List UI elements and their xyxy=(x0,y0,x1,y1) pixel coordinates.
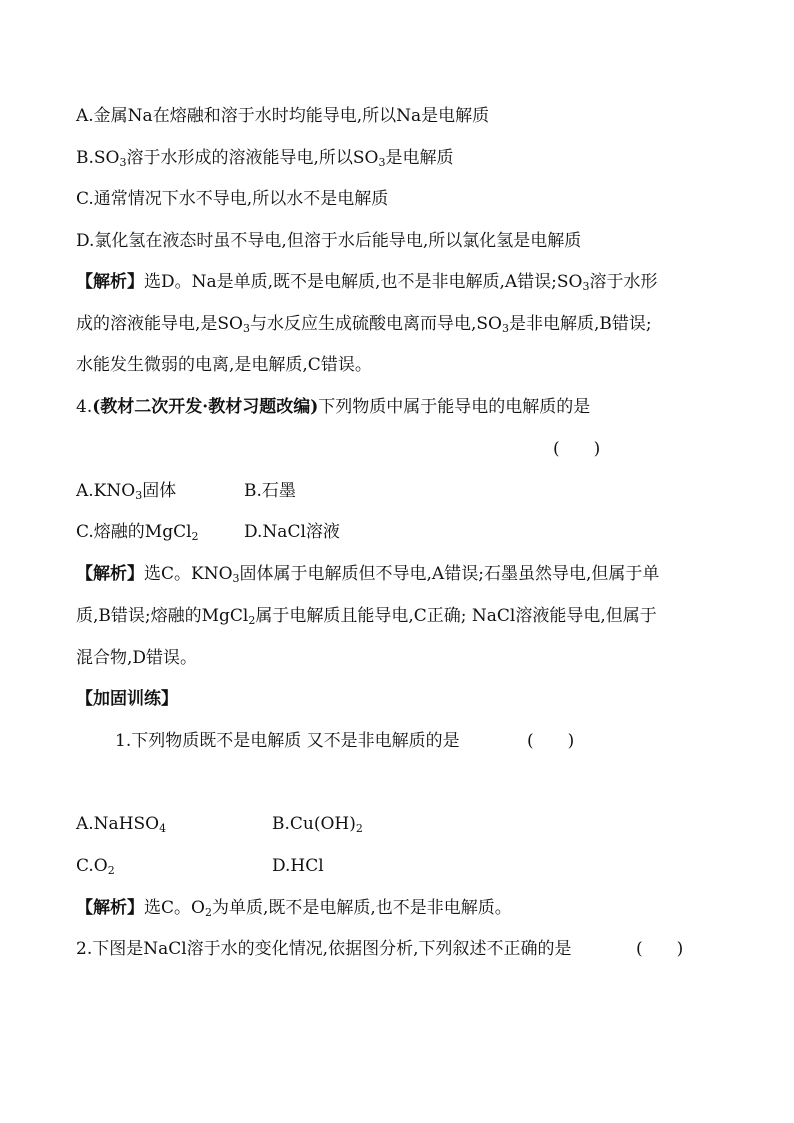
q4-analysis-line-2: 质,B错误;熔融的MgCl$_2$属于电解质且能导电,C正确; NaCl溶液能导电,但属于 xyxy=(76,606,657,627)
practice-q1-option-a: A.NaHSO$_4$ xyxy=(76,814,167,835)
q4-option-c: C.熔融的MgCl$_2$ xyxy=(76,522,199,543)
q3-option-d: D.氯化氢在液态时虽不导电,但溶于水后能导电,所以氯化氢是电解质 xyxy=(76,231,582,251)
q3-option-c: C.通常情况下水不导电,所以水不是电解质 xyxy=(76,189,389,209)
practice-q1-paren: ( ) xyxy=(527,731,575,751)
analysis-label: 【解析】 xyxy=(76,564,144,584)
q4-option-a: $A.KNO_3$固体 xyxy=(76,481,177,502)
q4-stem: 4.(教材二次开发·教材习题改编)下列物质中属于能导电的电解质的是 xyxy=(76,397,591,417)
practice-heading: 【加固训练】 xyxy=(76,689,178,709)
practice-q2-paren: ( ) xyxy=(636,939,684,959)
practice-q1-option-d: D.HCl xyxy=(272,856,324,876)
analysis-label: 【解析】 xyxy=(76,272,144,292)
practice-q1-stem: 1.下列物质既不是电解质 又不是非电解质的是 xyxy=(115,731,460,751)
q4-analysis-line-3: 混合物,D错误。 xyxy=(76,648,198,668)
q4-answer-paren: ( ) xyxy=(553,439,601,459)
practice-q2-stem: 2.下图是NaCl溶于水的变化情况,依据图分析,下列叙述不正确的是 xyxy=(76,939,572,959)
q4-option-b: B.石墨 xyxy=(244,481,296,501)
q4-analysis-line-1: 【解析】选C。$KNO_3$固体属于电解质但不导电,A错误;石墨虽然导电,但属于单 xyxy=(76,564,660,585)
practice-q1-option-b: $B.Cu(OH)_2$ xyxy=(272,814,363,835)
q3-option-b: $B.SO_3$溶于水形成的溶液能导电,所以$SO_3$是电解质 xyxy=(76,148,454,169)
q3-analysis-line-1: 【解析】选D。Na是单质,既不是电解质,也不是非电解质,A错误$;SO_3$溶于水形 xyxy=(76,272,658,293)
q3-analysis-line-3: 水能发生微弱的电离,是电解质,C错误。 xyxy=(76,355,372,375)
q3-analysis-line-2: 成的溶液能导电,是$SO_3$与水反应生成硫酸电离而导电$,SO_3$是非电解质,B错误; xyxy=(76,314,652,335)
q4-source: (教材二次开发·教材习题改编) xyxy=(92,397,319,417)
q4-option-d: D.NaCl溶液 xyxy=(244,522,340,542)
practice-q1-option-c: $C.O_2$ xyxy=(76,856,115,877)
practice-q1-analysis: 【解析】选C。$O_2$为单质,既不是电解质,也不是非电解质。 xyxy=(76,898,512,919)
q3-option-a: A.金属Na在熔融和溶于水时均能导电,所以Na是电解质 xyxy=(76,106,490,126)
analysis-label: 【解析】 xyxy=(76,898,144,918)
